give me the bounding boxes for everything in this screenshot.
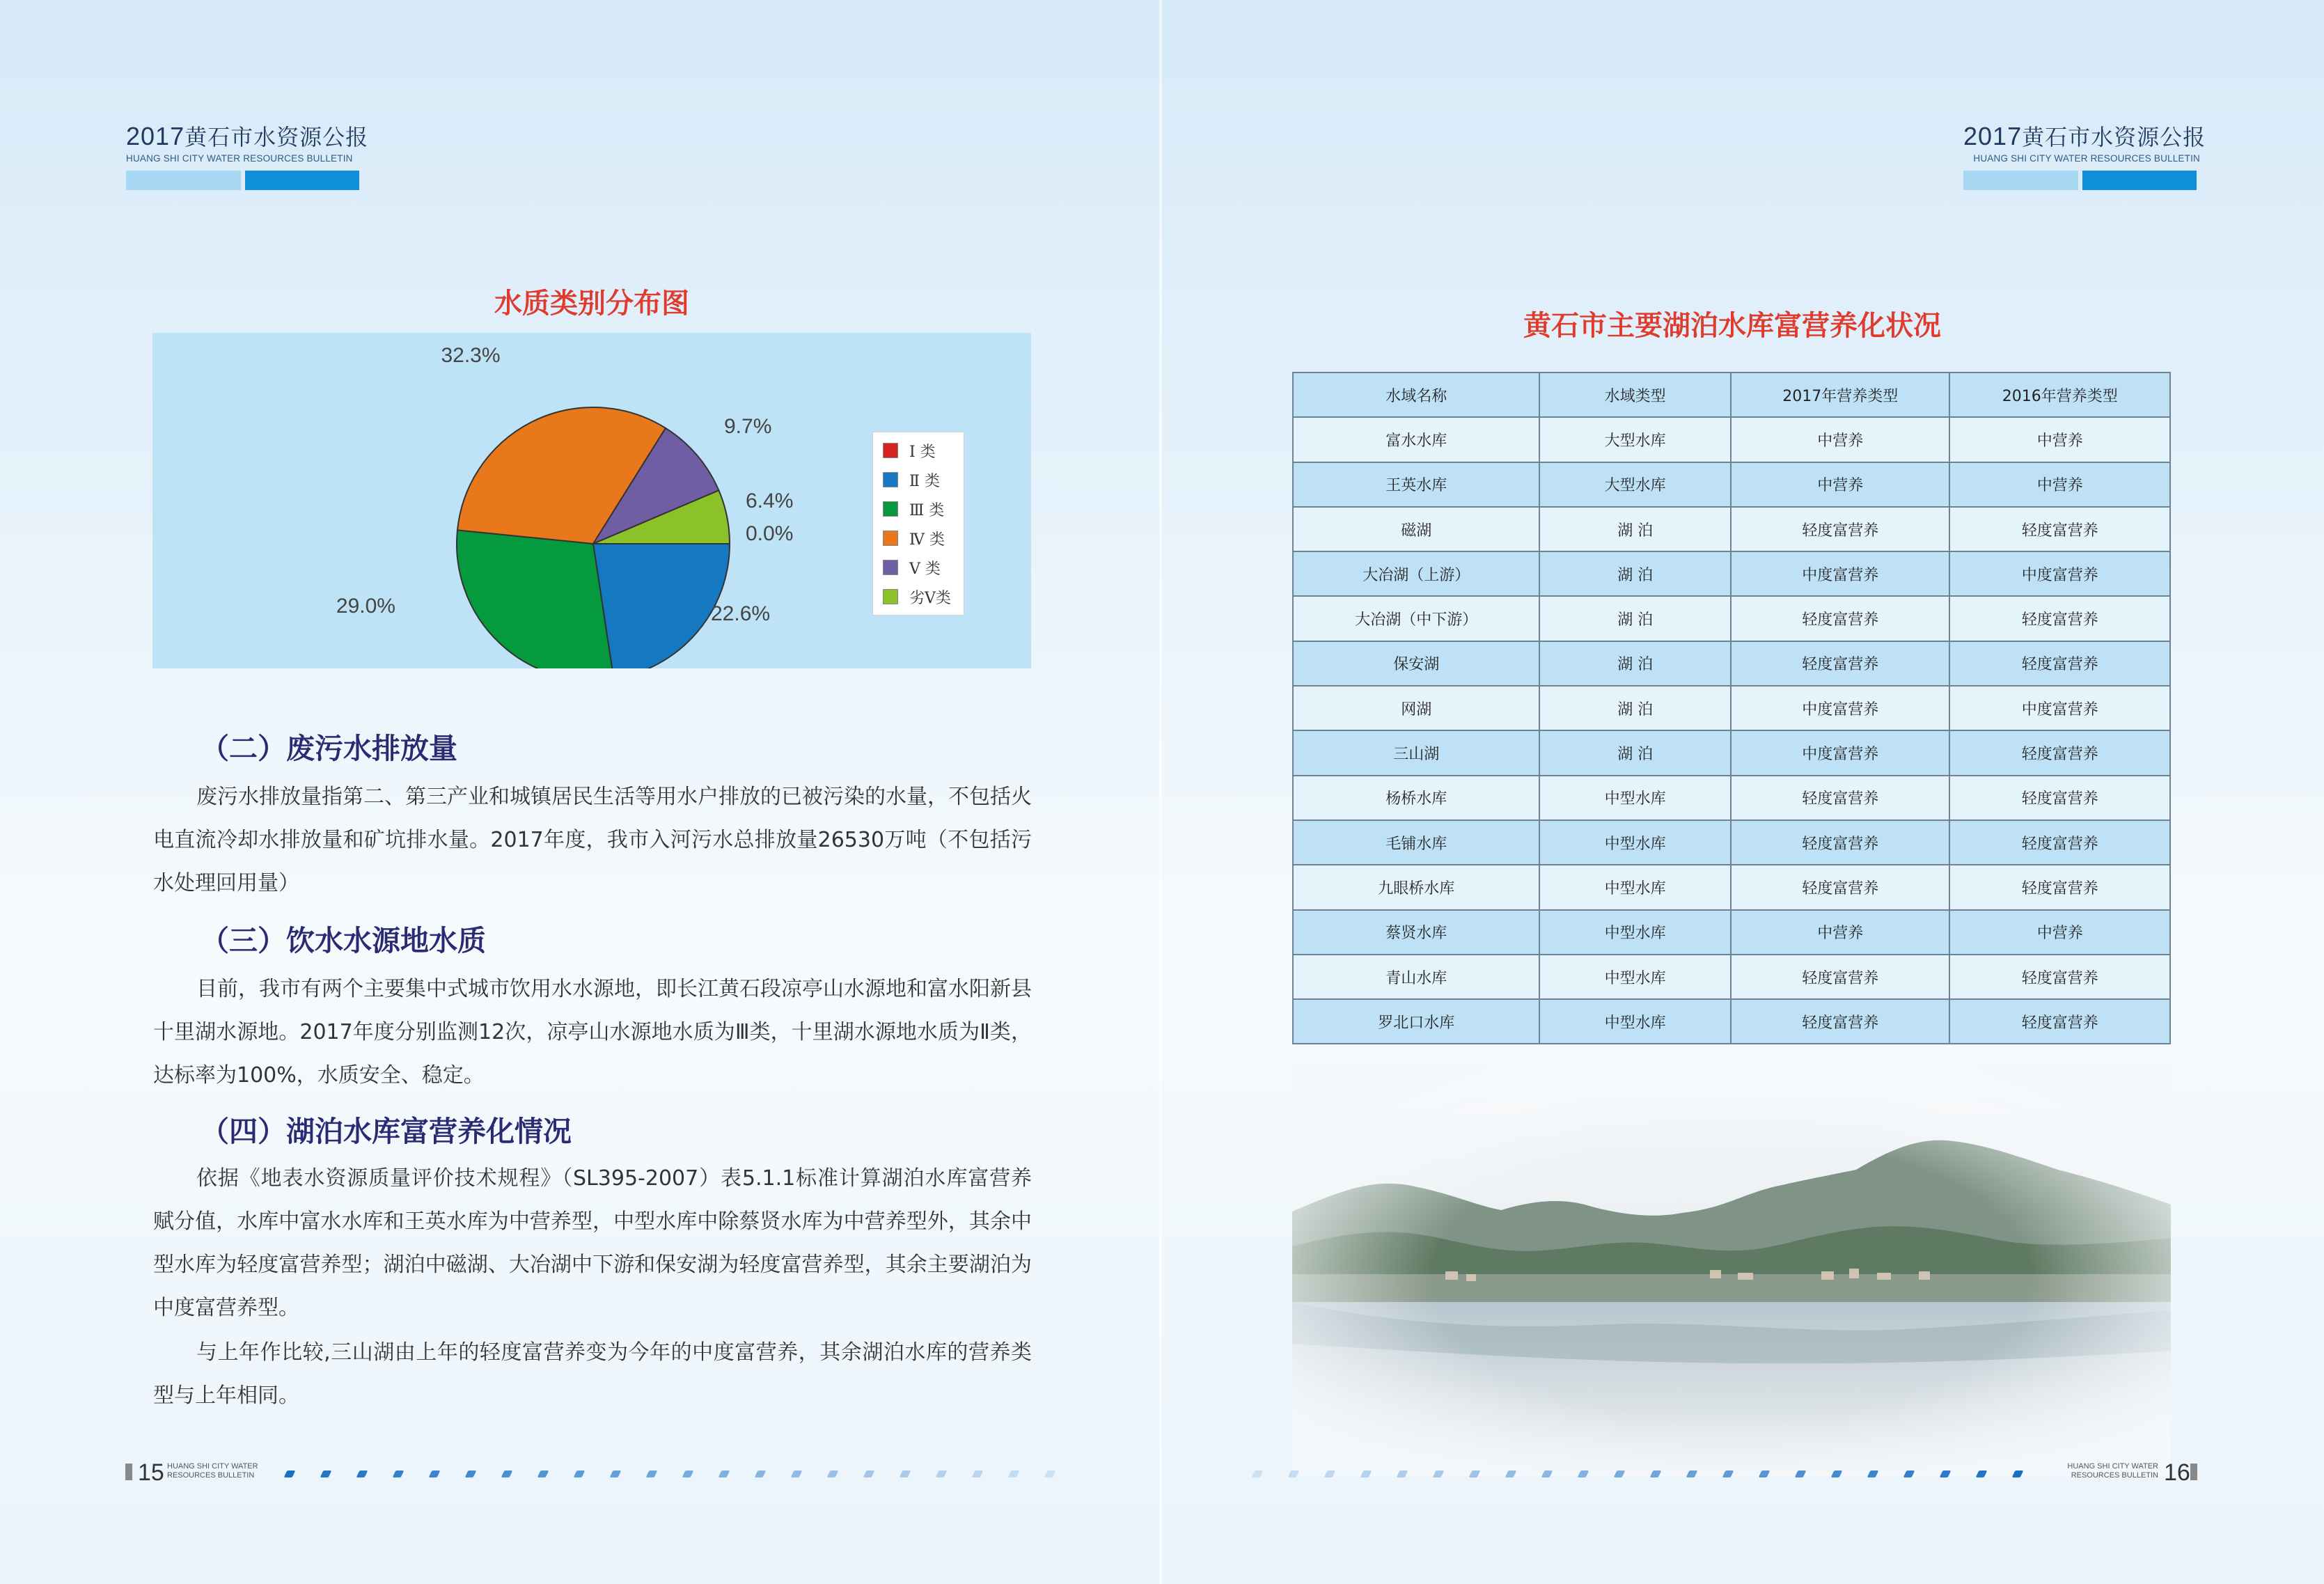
table-row — [1293, 551, 2170, 596]
pie-data-label: 29.0% — [336, 595, 395, 618]
footer-dot — [791, 1471, 803, 1477]
legend-swatch — [883, 472, 898, 487]
table-cell: 轻度富营养 — [1731, 596, 1950, 641]
footer-dot — [393, 1471, 405, 1477]
footer-dot — [1903, 1471, 1915, 1477]
table-cell: 毛铺水库 — [1293, 820, 1539, 865]
footer-dot — [719, 1471, 730, 1477]
table-cell: 中度富营养 — [1731, 730, 1950, 775]
table-cell: 轻度富营养 — [1949, 507, 2170, 551]
footer-dot — [900, 1471, 911, 1477]
table-row — [1293, 507, 2170, 551]
table-row — [1293, 910, 2170, 955]
table-cell: 网湖 — [1293, 686, 1539, 730]
header-title: 2017黄石市水资源公报 — [1963, 122, 2206, 150]
footer-dot — [1795, 1471, 1807, 1477]
header-left — [126, 120, 369, 190]
footer-dot — [1252, 1471, 1264, 1477]
table-cell: 轻度富营养 — [1731, 507, 1950, 551]
table-row — [1293, 686, 2170, 730]
footer-dot — [429, 1471, 441, 1477]
table-cell: 磁湖 — [1293, 507, 1539, 551]
table-cell: 王英水库 — [1293, 462, 1539, 507]
table-row — [1293, 955, 2170, 999]
chart-title: 水质类别分布图 — [494, 288, 689, 320]
footer-dot — [1686, 1471, 1698, 1477]
pie-data-label: 6.4% — [746, 489, 794, 512]
table-cell: 中型水库 — [1539, 865, 1731, 909]
legend-item: 劣Ⅴ类 — [883, 584, 951, 609]
table-cell: 轻度富营养 — [1949, 865, 2170, 909]
legend-item: Ⅰ 类 — [883, 438, 936, 463]
table-cell: 富水水库 — [1293, 417, 1539, 462]
table-cell: 大型水库 — [1539, 417, 1731, 462]
table-cell: 轻度富营养 — [1949, 999, 2170, 1044]
footer-tick — [125, 1464, 132, 1480]
footer-dot — [1044, 1471, 1056, 1477]
header-right — [1963, 120, 2206, 190]
table-row — [1293, 596, 2170, 641]
table-header-cell: 水域名称 — [1293, 373, 1539, 417]
footer-dot — [646, 1471, 658, 1477]
footer-dot — [1976, 1471, 1988, 1477]
table-cell: 大冶湖（中下游） — [1293, 596, 1539, 641]
table-row — [1293, 820, 2170, 865]
footer-dot — [827, 1471, 839, 1477]
legend-item: Ⅴ 类 — [883, 555, 941, 580]
footer-dots-left — [285, 1471, 1086, 1479]
footer-dot — [1578, 1471, 1589, 1477]
section-paragraph: 目前，我市有两个主要集中式城市饮用水水源地，即长江黄石段凉亭山水源地和富水阳新县十里湖水源地。2017年度分别监测12次，凉亭山水源地水质为Ⅲ类，十里湖水源地水质为Ⅱ类，达标率为100%，水质安全、稳定。 — [153, 977, 1032, 1088]
table-cell: 罗北口水库 — [1293, 999, 1539, 1044]
table-cell: 中营养 — [1731, 462, 1950, 507]
table-cell: 湖 泊 — [1539, 686, 1731, 730]
table-cell: 轻度富营养 — [1731, 641, 1950, 686]
table-row — [1293, 641, 2170, 686]
table-row — [1293, 865, 2170, 909]
legend-item: Ⅱ 类 — [883, 467, 940, 492]
pie-data-label: 22.6% — [711, 602, 771, 625]
table-cell: 轻度富营养 — [1949, 730, 2170, 775]
table-header-cell: 水域类型 — [1539, 373, 1731, 417]
section-paragraph: 依据《地表水资源质量评价技术规程》（SL395-2007）表5.1.1标准计算湖泊水库富营养赋分值，水库中富水水库和王英水库为中营养型，中型水库中除蔡贤水库为中营养型外，其余中型水库为轻度富营养型；湖泊中磁湖、大冶湖中下游和保安湖为轻度富营养型，其余主要湖泊为中度富营养型。 — [153, 1166, 1032, 1320]
pie-data-label: 9.7% — [724, 415, 772, 438]
table-header-row — [1293, 373, 2170, 417]
section-heading: （二）废污水排放量 — [201, 732, 457, 765]
footer-dot — [356, 1471, 368, 1477]
table-cell: 中度富营养 — [1949, 686, 2170, 730]
table-header-cell: 2017年营养类型 — [1731, 373, 1950, 417]
table-cell: 九眼桥水库 — [1293, 865, 1539, 909]
table-cell: 轻度富营养 — [1949, 955, 2170, 999]
table-cell: 中营养 — [1949, 462, 2170, 507]
section-paragraph: 废污水排放量指第二、第三产业和城镇居民生活等用水户排放的已被污染的水量，不包括火电直流冷却水排放量和矿坑排水量。2017年度，我市入河污水总排放量26530万吨（不包括污水处理回用量） — [153, 785, 1032, 895]
table-cell: 保安湖 — [1293, 641, 1539, 686]
table-cell: 杨桥水库 — [1293, 776, 1539, 820]
table-cell: 轻度富营养 — [1731, 776, 1950, 820]
footer-dot — [1360, 1471, 1372, 1477]
pie-data-label: 0.0% — [746, 522, 794, 545]
legend-swatch — [883, 589, 898, 604]
table-row — [1293, 776, 2170, 820]
pie-slice — [593, 544, 730, 668]
footer-dot — [1433, 1471, 1445, 1477]
footer-dot — [936, 1471, 948, 1477]
table-cell: 轻度富营养 — [1949, 641, 2170, 686]
footer-dot — [1469, 1471, 1481, 1477]
header-bars — [1963, 171, 2200, 190]
legend-swatch — [883, 560, 898, 575]
page-number-left: 15 — [138, 1459, 164, 1486]
table-cell: 轻度富营养 — [1949, 820, 2170, 865]
table-cell: 三山湖 — [1293, 730, 1539, 775]
footer-dots-right — [1253, 1471, 2054, 1479]
table-cell: 蔡贤水库 — [1293, 910, 1539, 955]
chart-legend — [872, 432, 964, 615]
table-cell: 轻度富营养 — [1731, 865, 1950, 909]
legend-swatch — [883, 443, 898, 458]
table-cell: 轻度富营养 — [1731, 999, 1950, 1044]
table-cell: 轻度富营养 — [1731, 955, 1950, 999]
footer-dot — [755, 1471, 767, 1477]
table-header-cell: 2016年营养类型 — [1949, 373, 2170, 417]
footer-dot — [501, 1471, 513, 1477]
page-number-right: 16 — [2164, 1459, 2190, 1486]
footer-dot — [1505, 1471, 1517, 1477]
footer-dot — [682, 1471, 694, 1477]
header-subtitle: HUANG SHI CITY WATER RESOURCES BULLETIN — [1973, 153, 2200, 164]
table-cell: 中度富营养 — [1731, 551, 1950, 596]
footer-dot — [1288, 1471, 1300, 1477]
footer-dot — [465, 1471, 477, 1477]
footer-dot — [537, 1471, 549, 1477]
footer-dot — [610, 1471, 622, 1477]
footer-dot — [1867, 1471, 1879, 1477]
table-cell: 大型水库 — [1539, 462, 1731, 507]
table-cell: 中度富营养 — [1731, 686, 1950, 730]
table-row — [1293, 417, 2170, 462]
header-bars — [126, 171, 363, 190]
header-subtitle: HUANG SHI CITY WATER RESOURCES BULLETIN — [126, 153, 353, 164]
legend-item: Ⅲ 类 — [883, 496, 944, 522]
footer-dot — [2012, 1471, 2024, 1477]
footer-subtitle-right: HUANG SHI CITY WATER RESOURCES BULLETIN — [2067, 1462, 2158, 1480]
lake-landscape-image — [1292, 1065, 2171, 1476]
table-cell: 湖 泊 — [1539, 596, 1731, 641]
table-cell: 湖 泊 — [1539, 641, 1731, 686]
footer-dot — [1324, 1471, 1336, 1477]
table-cell: 中型水库 — [1539, 776, 1731, 820]
legend-item: Ⅳ 类 — [883, 526, 945, 551]
table-cell: 中型水库 — [1539, 999, 1731, 1044]
footer-dot — [1759, 1471, 1771, 1477]
footer-dot — [1614, 1471, 1626, 1477]
section-paragraph: 与上年作比较,三山湖由上年的轻度富营养变为今年的中度富营养，其余湖泊水库的营养类型与上年相同。 — [153, 1340, 1032, 1408]
table-cell: 轻度富营养 — [1949, 596, 2170, 641]
header-title: 2017黄石市水资源公报 — [126, 122, 369, 150]
table-cell: 轻度富营养 — [1731, 820, 1950, 865]
eutrophication-table — [1292, 372, 2171, 1044]
footer-dot — [1650, 1471, 1662, 1477]
legend-swatch — [883, 501, 898, 517]
table-cell: 中度富营养 — [1949, 551, 2170, 596]
table-cell: 大冶湖（上游） — [1293, 551, 1539, 596]
table-cell: 湖 泊 — [1539, 551, 1731, 596]
page-spine — [1159, 0, 1162, 1584]
footer-dot — [972, 1471, 984, 1477]
table-cell: 中型水库 — [1539, 820, 1731, 865]
table-cell: 中型水库 — [1539, 910, 1731, 955]
section-heading: （四）湖泊水库富营养化情况 — [201, 1115, 572, 1148]
table-cell: 中型水库 — [1539, 955, 1731, 999]
footer-dot — [1541, 1471, 1553, 1477]
table-row — [1293, 462, 2170, 507]
footer-dot — [284, 1471, 296, 1477]
section-heading: （三）饮水水源地水质 — [201, 924, 486, 957]
table-row — [1293, 999, 2170, 1044]
table-cell: 中营养 — [1949, 910, 2170, 955]
table-cell: 青山水库 — [1293, 955, 1539, 999]
table-cell: 轻度富营养 — [1949, 776, 2170, 820]
table-cell: 中营养 — [1949, 417, 2170, 462]
footer-dot — [1940, 1471, 1952, 1477]
table-cell: 湖 泊 — [1539, 507, 1731, 551]
footer-tick — [2190, 1464, 2197, 1480]
table-cell: 中营养 — [1731, 910, 1950, 955]
footer-dot — [1831, 1471, 1843, 1477]
footer-dot — [863, 1471, 875, 1477]
legend-swatch — [883, 531, 898, 546]
footer-dot — [1397, 1471, 1408, 1477]
footer-dot — [1008, 1471, 1020, 1477]
footer-dot — [1722, 1471, 1734, 1477]
table-cell: 中营养 — [1731, 417, 1950, 462]
table-row — [1293, 730, 2170, 775]
table-cell: 湖 泊 — [1539, 730, 1731, 775]
table-title: 黄石市主要湖泊水库富营养化状况 — [1523, 310, 1941, 342]
pie-slice — [457, 530, 613, 668]
footer-dot — [320, 1471, 332, 1477]
footer-dot — [574, 1471, 586, 1477]
footer-subtitle-left: HUANG SHI CITY WATER RESOURCES BULLETIN — [167, 1462, 258, 1480]
pie-data-label: 32.3% — [441, 344, 501, 367]
